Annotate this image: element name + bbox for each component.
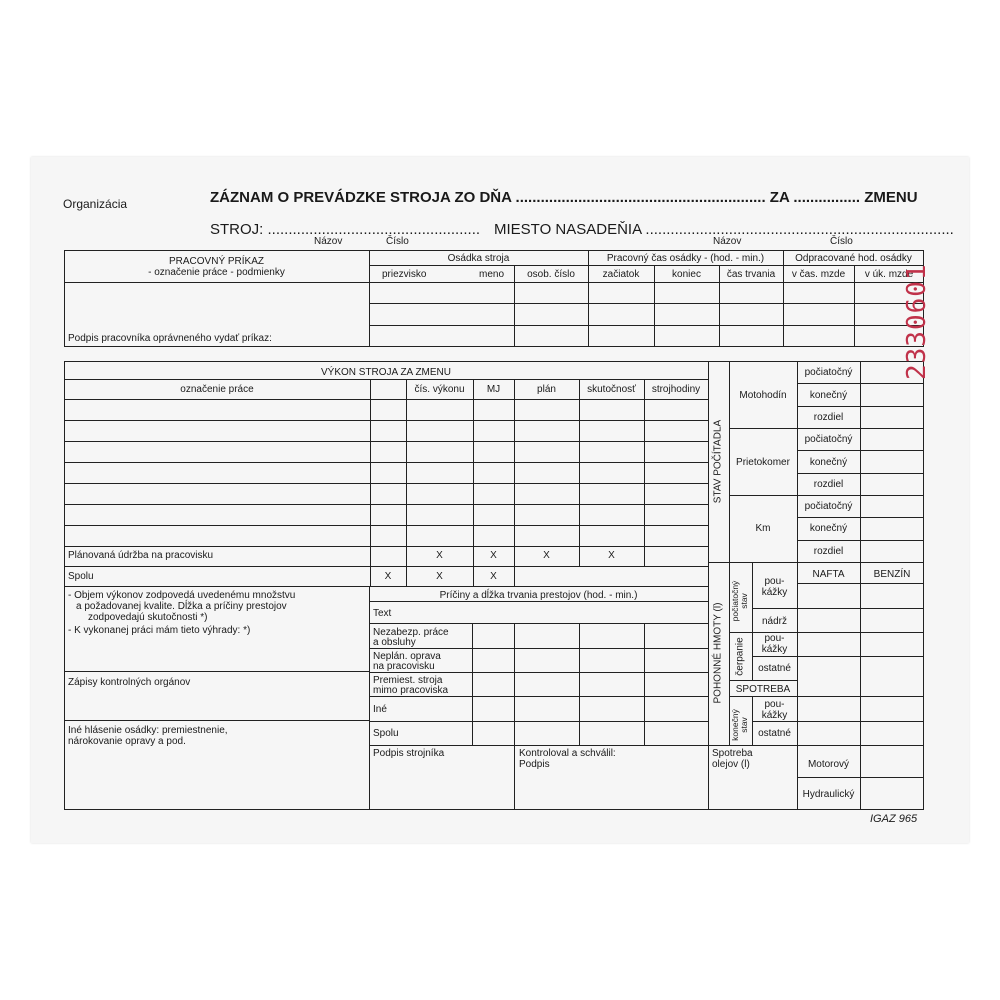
col-work-designation: označenie práce xyxy=(180,384,254,395)
counter-initial: počiatočný xyxy=(804,434,853,445)
counter-final: konečný xyxy=(809,457,848,468)
machine-label: STROJ: ................................................... xyxy=(210,221,481,238)
x-mark: X xyxy=(543,550,550,561)
crew-col-name: meno xyxy=(479,269,505,280)
location-label: MIESTO NASADEŇIA .......................................................................... xyxy=(494,221,954,238)
work-order-title: PRACOVNÝ PRÍKAZ xyxy=(168,256,265,267)
note-line-1: - Objem výkonov zodpovedá uvedenému množstvu xyxy=(68,590,296,601)
crew-time-end: koniec xyxy=(672,269,701,280)
machine-name-caption: Názov xyxy=(314,236,343,247)
worked-time-wage: v čas. mzde xyxy=(791,269,846,280)
fuel-vertical-label: POHONNÉ HMOTY (l) xyxy=(712,602,724,704)
machine-number-caption: Číslo xyxy=(386,236,409,247)
fuel-initial-state-b: stav xyxy=(739,593,749,609)
approved-signature-label: Podpis xyxy=(519,759,550,770)
work-order-subtitle: - označenie práce - podmienky xyxy=(148,267,285,278)
fuel-initial-state-label xyxy=(731,576,749,626)
fuel-final-state-a: konečný xyxy=(730,709,740,741)
x-mark: X xyxy=(384,571,392,582)
fuel-final-state-label xyxy=(731,700,749,750)
location-name-caption: Názov xyxy=(713,236,742,247)
downtime-reason-1b: a obsluhy xyxy=(373,637,416,648)
performance-title: VÝKON STROJA ZA ZMENU xyxy=(320,367,452,378)
fuel-col-petrol: BENZÍN xyxy=(873,569,911,580)
note-line-3: zodpovedajú skutočnosti *) xyxy=(88,612,208,623)
oil-motor: Motorový xyxy=(807,759,850,770)
x-mark: X xyxy=(436,550,443,561)
counter-difference: rozdiel xyxy=(813,479,844,490)
fuel-col-diesel: NAFTA xyxy=(812,569,845,580)
col-performance-number: čís. výkonu xyxy=(414,384,465,395)
downtime-reason-other: Iné xyxy=(373,704,387,715)
col-unit: MJ xyxy=(486,384,501,395)
location-number-caption: Číslo xyxy=(830,236,853,247)
fuel-coupons-b: kážky xyxy=(761,587,788,598)
counter-difference: rozdiel xyxy=(813,546,844,557)
fuel-coupons-a: pou- xyxy=(764,576,785,587)
counter-initial: počiatočný xyxy=(804,367,853,378)
form-code: IGAZ 965 xyxy=(870,813,918,825)
downtime-text-label: Text xyxy=(373,608,392,619)
organization-label: Organizácia xyxy=(63,197,128,211)
other-report-line-2: nárokovanie opravy a pod. xyxy=(68,736,186,747)
crew-time-header: Pracovný čas osádky - (hod. - min.) xyxy=(606,253,765,264)
downtime-title: Príčiny a dĺžka trvania prestojov (hod. - min.) xyxy=(439,590,638,601)
fuel-coupons-b: kážky xyxy=(761,710,788,721)
crew-col-surname: priezvisko xyxy=(382,269,427,280)
downtime-reason-3a: Premiest. stroja xyxy=(373,675,443,686)
fuel-draw-label: čerpanie xyxy=(734,637,746,676)
serial-number-stamp: 2330601 xyxy=(902,263,932,380)
note-line-4: - K vykonanej práci mám tieto výhrady: *) xyxy=(68,625,251,636)
fuel-other: ostatné xyxy=(758,728,791,739)
counter-difference: rozdiel xyxy=(813,412,844,423)
planned-maintenance-label: Plánovaná údržba na pracovisku xyxy=(68,550,214,561)
fuel-final-state-b: stav xyxy=(739,717,749,733)
form-title: ZÁZNAM O PREVÁDZKE STROJA ZO DŇA ............................................................ ZA ................ ZMENU xyxy=(210,189,918,206)
note-line-2: a požadovanej kvalite. Dĺžka a príčiny prestojov xyxy=(76,601,287,612)
col-machine-hours: strojhodiny xyxy=(651,384,701,395)
downtime-reason-2a: Neplán. oprava xyxy=(373,651,441,662)
x-mark: X xyxy=(608,550,615,561)
oil-consumption-b: olejov (l) xyxy=(712,759,750,770)
fuel-consumption-label: SPOTREBA xyxy=(735,684,791,695)
fuel-coupons-a: pou- xyxy=(764,633,785,644)
operator-signature-label: Podpis strojníka xyxy=(373,748,445,759)
x-mark: X xyxy=(490,550,497,561)
counter-km: Km xyxy=(755,523,771,534)
crew-header: Osádka stroja xyxy=(447,253,510,264)
col-plan: plán xyxy=(537,384,556,395)
fuel-other: ostatné xyxy=(758,663,791,674)
counter-final: konečný xyxy=(809,523,848,534)
approved-by-label: Kontroloval a schválil: xyxy=(519,748,616,759)
oil-consumption-a: Spotreba xyxy=(712,748,753,759)
worked-piece-wage: v úk. mzde xyxy=(864,269,914,280)
downtime-reason-2b: na pracovisku xyxy=(373,661,435,672)
counter-flowmeter: Prietokomer xyxy=(736,457,790,468)
control-bodies-label: Zápisy kontrolných orgánov xyxy=(68,677,191,688)
fuel-coupons-b: kážky xyxy=(761,644,788,655)
counter-final: konečný xyxy=(809,390,848,401)
fuel-coupons-a: pou- xyxy=(764,699,785,710)
counter-state-vertical-label: STAV POČÍTADLA xyxy=(712,419,724,504)
other-report-line-1: Iné hlásenie osádky: premiestnenie, xyxy=(68,725,228,736)
authorized-signature-label: Podpis pracovníka oprávneného vydať príkaz: xyxy=(68,333,272,344)
col-actual: skutočnosť xyxy=(587,384,636,395)
crew-time-duration: čas trvania xyxy=(726,269,776,280)
x-mark: X xyxy=(490,571,497,582)
oil-hydraulic: Hydraulický xyxy=(802,789,855,800)
x-mark: X xyxy=(436,571,443,582)
fuel-initial-state-a: počiatočný xyxy=(730,580,740,622)
downtime-total: Spolu xyxy=(373,728,399,739)
counter-initial: počiatočný xyxy=(804,501,853,512)
crew-time-start: začiatok xyxy=(602,269,640,280)
crew-col-id: osob. číslo xyxy=(527,269,575,280)
performance-total-label: Spolu xyxy=(68,571,94,582)
fuel-tank: nádrž xyxy=(761,616,787,627)
downtime-reason-3b: mimo pracoviska xyxy=(373,685,449,696)
worked-hours-header: Odpracované hod. osádky xyxy=(795,253,912,264)
counter-engine-hours: Motohodín xyxy=(739,390,787,401)
downtime-reason-1a: Nezabezp. práce xyxy=(373,627,449,638)
